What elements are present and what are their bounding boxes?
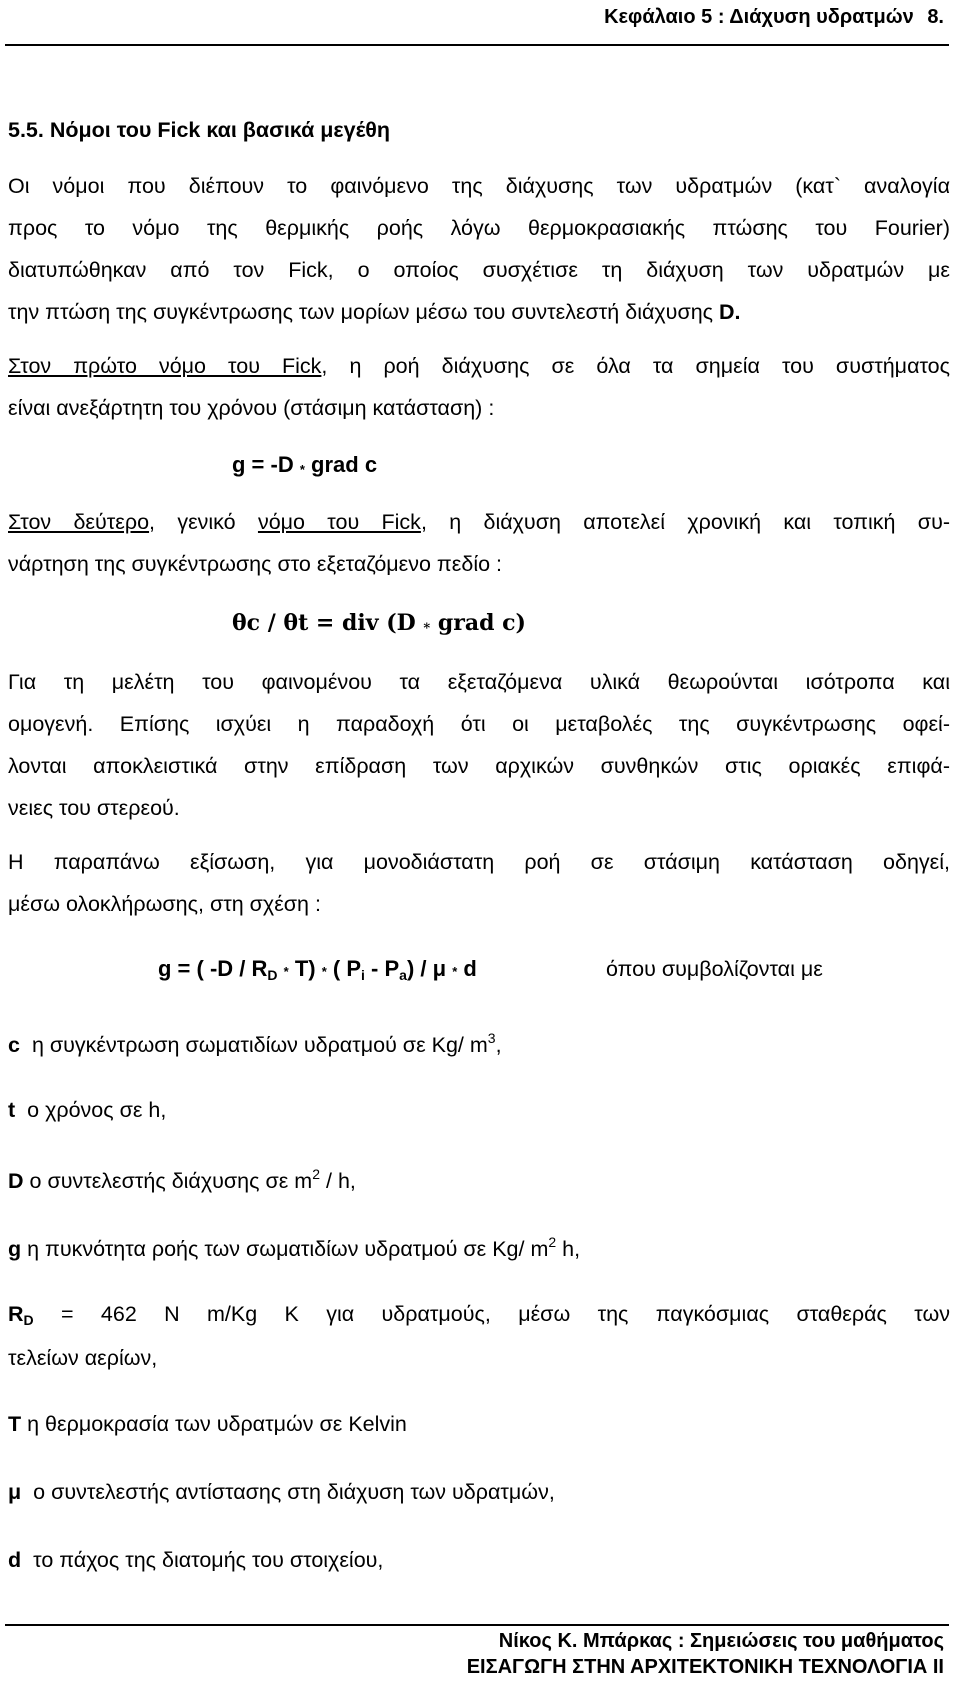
def-R xyxy=(8,1302,950,1328)
footer-rule xyxy=(5,1624,949,1626)
def-T xyxy=(8,1412,407,1437)
study-line-4: νειες του στερεού. xyxy=(8,796,180,820)
eq3-star-2: * xyxy=(321,964,327,979)
section-title: 5.5. Νόμοι του Fick και βασικά μεγέθη xyxy=(8,118,391,142)
eq3-star-1: * xyxy=(283,964,289,979)
def-d-symbol: d xyxy=(8,1548,22,1572)
def-t-symbol: t xyxy=(8,1098,16,1122)
def-c-text: η συγκέντρωση σωματιδίων υδρατμού σε Kg/ m xyxy=(31,1033,488,1057)
def-c xyxy=(8,1030,502,1058)
def-c-symbol: c xyxy=(8,1033,20,1057)
intro-line-3: διατυπώθηκαν από τον Fick, ο οποίος συσχέτισε τη διάχυση των υδρατμών με xyxy=(8,258,950,282)
eq3-part-a: g = ( -D / R xyxy=(158,956,268,981)
second-law-equation xyxy=(232,610,526,636)
def-g-exponent: 2 xyxy=(548,1234,557,1250)
def-R-text: = 462 N m/Kg K για υδρατμούς, μέσω της παγκόσμιας σταθεράς των xyxy=(61,1302,950,1326)
first-law-text: , η ροή διάχυσης σε όλα τα σημεία του συστήματος xyxy=(321,354,951,378)
def-mu-text: ο συντελεστής αντίστασης στη διάχυση των υδρατμών, xyxy=(33,1480,555,1504)
integrated-equation xyxy=(158,956,477,983)
footer-course: ΕΙΣΑΓΩΓΗ ΣΤΗΝ ΑΡΧΙΤΕΚΤΟΝΙΚΗ ΤΕΧΝΟΛΟΓΙΑ ΙΙ xyxy=(466,1656,944,1678)
def-g-text: η πυκνότητα ροής των σωματιδίων υδρατμού σε Kg/ m xyxy=(27,1237,549,1261)
eq3-star-3: * xyxy=(452,964,458,979)
eq3-sub-i: i xyxy=(361,967,365,983)
chapter-title: Κεφάλαιο 5 : Διάχυση υδρατμών xyxy=(604,6,914,28)
def-c-exponent: 3 xyxy=(487,1030,496,1046)
eq3-part-c: ( P xyxy=(332,956,362,981)
def-T-text: η θερμοκρασία των υδρατμών σε Kelvin xyxy=(27,1412,407,1436)
second-law-text: , η διάχυση αποτελεί χρονική και τοπική συ- xyxy=(420,510,950,534)
def-t-text: ο χρόνος σε h, xyxy=(27,1098,167,1122)
page-header xyxy=(604,6,944,29)
def-c-end: , xyxy=(495,1033,502,1057)
def-mu-symbol: μ xyxy=(8,1480,22,1504)
diffusion-symbol: D. xyxy=(719,300,741,324)
eq2-operator: * xyxy=(423,621,431,636)
page-number: 8. xyxy=(927,6,944,28)
def-R-symbol: R xyxy=(8,1302,24,1326)
def-R-line-2: τελείων αερίων, xyxy=(8,1346,158,1370)
first-law-equation xyxy=(232,452,377,478)
eq3-part-d: - P xyxy=(371,956,400,981)
eq3-part-b: T) xyxy=(294,956,316,981)
eq3-part-f: d xyxy=(463,956,477,981)
def-mu xyxy=(8,1480,555,1505)
def-g xyxy=(8,1234,580,1262)
second-law-line-2: νάρτηση της συγκέντρωσης στο εξεταζόμενο πεδίο : xyxy=(8,552,502,576)
eq3-part-e: ) / μ xyxy=(406,956,447,981)
study-line-3: λονται αποκλειστικά στην επίδραση των αρχικών συνθηκών στις οριακές επιφά- xyxy=(8,754,950,778)
def-D-exponent: 2 xyxy=(312,1166,321,1182)
eq3-sub-d: D xyxy=(267,967,278,983)
def-d xyxy=(8,1548,383,1573)
study-line-1: Για τη μελέτη του φαινομένου τα εξεταζόμενα υλικά θεωρούνται ισότροπα και xyxy=(8,670,950,694)
intro-line-1: Οι νόμοι που διέπουν το φαινόμενο της διάχυσης των υδρατμών (κατ` αναλογία xyxy=(8,174,950,198)
first-law-line-2: είναι ανεξάρτητη του χρόνου (στάσιμη κατάσταση) : xyxy=(8,396,495,420)
second-law-line-1 xyxy=(8,510,950,535)
intro-line-4 xyxy=(8,300,741,325)
eq1-lhs: g = -D xyxy=(232,452,294,477)
second-law-link-2[interactable]: νόμο του Fick xyxy=(257,510,421,534)
where-text: όπου συμβολίζονται με xyxy=(606,957,823,981)
second-law-mid: , γενικό xyxy=(149,510,236,534)
first-law-line-1 xyxy=(8,354,950,379)
eq2-rhs: grad c) xyxy=(437,610,526,636)
eq1-rhs: grad c xyxy=(311,452,378,477)
def-R-subscript: D xyxy=(23,1312,34,1328)
integration-line-1: Η παραπάνω εξίσωση, για μονοδιάστατη ροή σε στάσιμη κατάσταση οδηγεί, xyxy=(8,850,950,874)
integration-line-2: μέσω ολοκλήρωσης, στη σχέση : xyxy=(8,892,321,916)
study-line-2: ομογενή. Επίσης ισχύει η παραδοχή ότι οι μεταβολές της συγκέντρωσης οφεί- xyxy=(8,712,950,736)
def-t xyxy=(8,1098,166,1123)
eq1-operator: * xyxy=(299,462,305,477)
second-law-link-1[interactable]: Στον δεύτερο xyxy=(8,510,150,534)
def-D-end: / h, xyxy=(326,1169,356,1193)
def-g-end: h, xyxy=(562,1237,581,1261)
first-law-link[interactable]: Στον πρώτο νόμο του Fick xyxy=(8,354,322,378)
intro-line-2: προς το νόμο της θερμικής ροής λόγω θερμοκρασιακής πτώσης του Fourier) xyxy=(8,216,950,240)
intro-line-4-text: την πτώση της συγκέντρωσης των μορίων μέσω του συντελεστή διάχυσης xyxy=(8,300,714,324)
eq2-lhs: θc / θt = div (D xyxy=(232,610,416,636)
footer-author: Νίκος Κ. Μπάρκας : Σημειώσεις του μαθήματος xyxy=(498,1630,944,1652)
eq3-sub-a: a xyxy=(399,967,407,983)
def-D xyxy=(8,1166,356,1194)
def-T-symbol: T xyxy=(8,1412,22,1436)
def-d-text: το πάχος της διατομής του στοιχείου, xyxy=(33,1548,384,1572)
header-rule xyxy=(5,44,949,46)
def-g-symbol: g xyxy=(8,1237,22,1261)
def-D-symbol: D xyxy=(8,1169,24,1193)
def-D-text: ο συντελεστής διάχυσης σε m xyxy=(29,1169,313,1193)
